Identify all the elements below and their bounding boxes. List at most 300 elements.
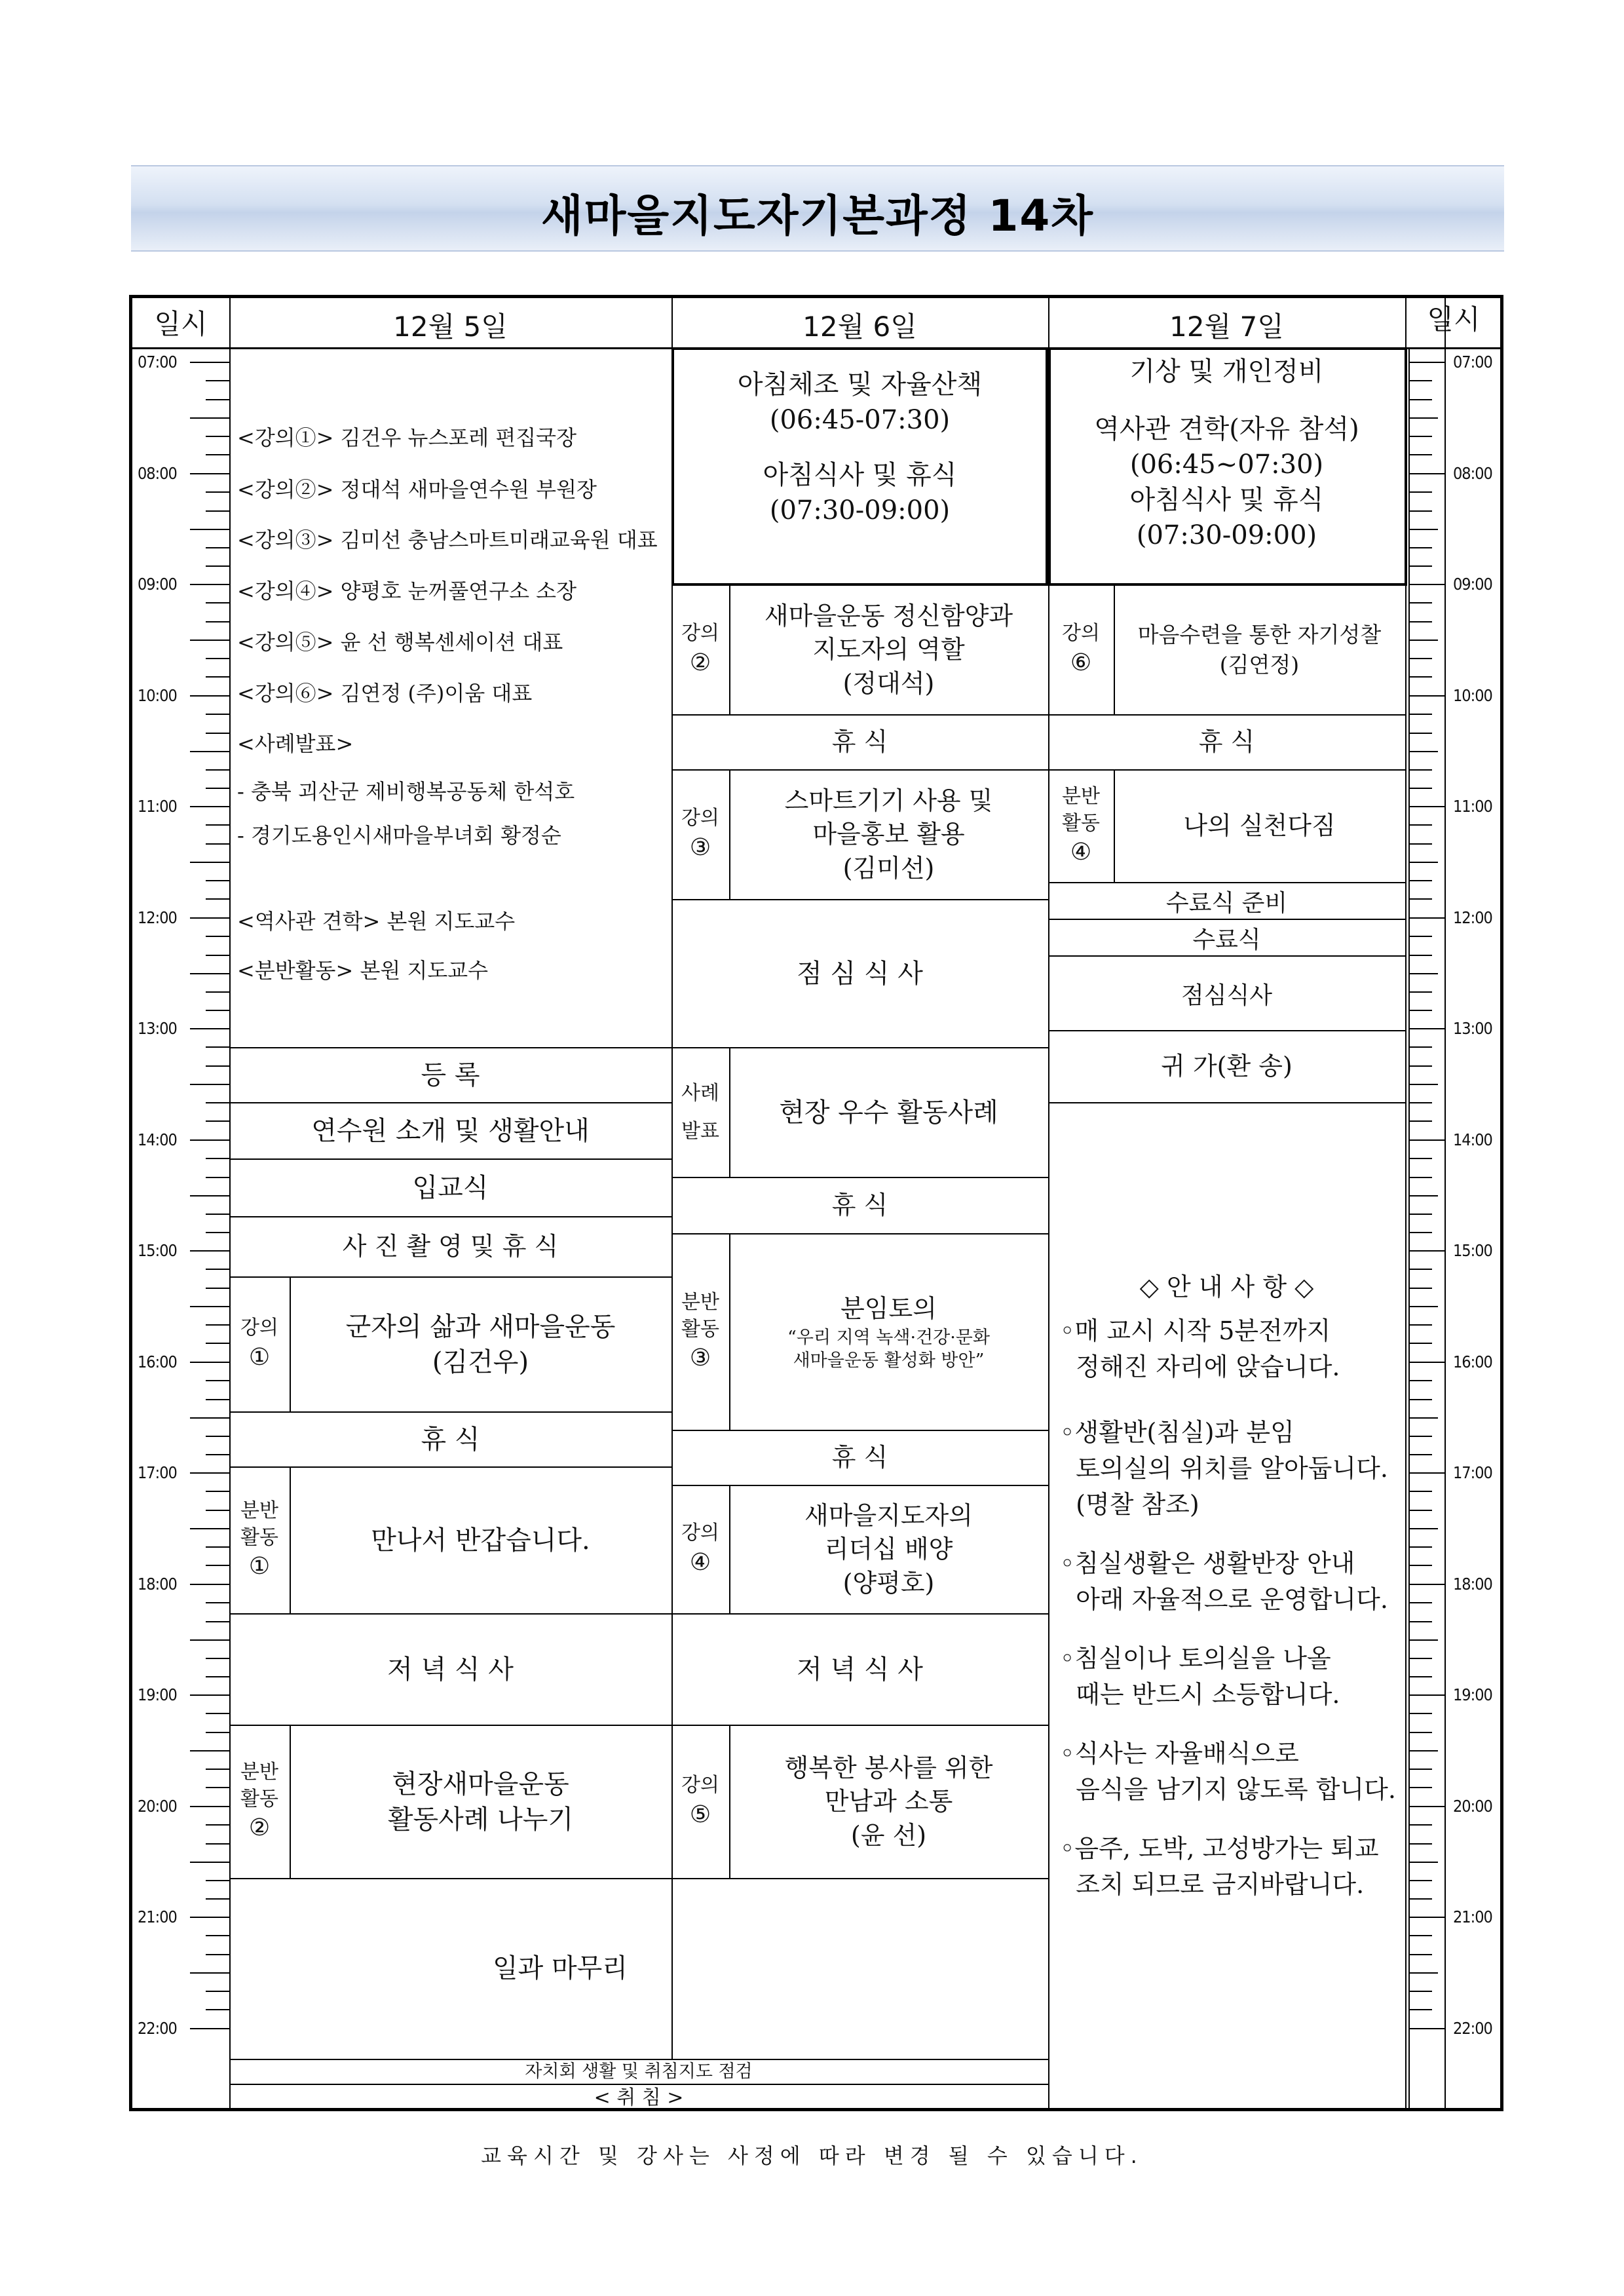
day3-break1: 휴 식 (1198, 727, 1255, 757)
time-label: 14:00 (1453, 1130, 1492, 1149)
time-tick (1408, 436, 1432, 437)
time-tick (206, 1065, 229, 1067)
time-tick (206, 898, 229, 900)
lecture5 (729, 1726, 1048, 1878)
tag-number: ③ (689, 1345, 711, 1372)
time-tick (206, 733, 229, 734)
time-tick (206, 1935, 229, 1936)
group3-subtitle: “우리 지역 녹색·건강·문화 (787, 1327, 990, 1348)
time-tick (206, 399, 229, 400)
time-tick (206, 1102, 229, 1103)
group4-title: 나의 실천다짐 (1183, 811, 1336, 841)
time-tick (190, 1139, 229, 1141)
registration: 등 록 (421, 1060, 480, 1090)
group3-title: 분임토의 (840, 1294, 937, 1324)
time-tick (1408, 1880, 1432, 1881)
time-tick (1408, 1177, 1432, 1178)
time-tick (1408, 1898, 1432, 1900)
day1-break: 휴 식 (421, 1425, 480, 1455)
time-tick (1408, 1602, 1432, 1603)
morning-line: 아침식사 및 휴식 (1129, 485, 1324, 515)
page-title: 새마을지도자기본과정 14차 (540, 191, 1095, 241)
footer-note: 교육시간 및 강사는 사정에 따라 변경 될 수 있습니다. (481, 2143, 1143, 2168)
notice-line: 음식을 남기지 않도록 합니다. (1060, 1775, 1396, 1804)
tag-text: 강의 (681, 622, 719, 645)
time-label: 20:00 (1453, 1797, 1492, 1816)
time-tick (206, 1991, 229, 1992)
morning-line: 아침체조 및 자율산책 (737, 370, 983, 400)
day2-break3: 휴 식 (831, 1443, 888, 1472)
time-tick (206, 658, 229, 659)
time-tick (1408, 991, 1432, 993)
time-tick (190, 862, 229, 863)
time-tick (1408, 862, 1438, 863)
tag-text: 강의 (681, 1521, 719, 1545)
time-label: 11:00 (1453, 797, 1492, 816)
time-tick (206, 1880, 229, 1881)
time-tick (190, 1862, 229, 1863)
row-line (671, 1878, 1048, 1879)
time-tick (1408, 1120, 1432, 1122)
time-tick (206, 1232, 229, 1233)
time-tick (1408, 1269, 1432, 1270)
time-tick (1408, 1510, 1432, 1511)
group2-tag (229, 1726, 290, 1878)
closing-ceremony: 수료식 (1192, 926, 1261, 953)
tag-text: 강의 (240, 1316, 278, 1340)
time-tick (206, 676, 229, 678)
time-tick (1408, 510, 1432, 512)
time-tick (1408, 380, 1432, 381)
lecturer-item: <역사관 견학> 본원 지도교수 (237, 909, 516, 934)
time-label: 10:00 (1453, 686, 1492, 705)
time-tick (1408, 1546, 1432, 1548)
time-tick (1408, 1528, 1438, 1529)
time-tick (1408, 1787, 1432, 1788)
time-tick (206, 1454, 229, 1455)
lecturer-item: <강의⑥> 김연정 (주)이움 대표 (237, 681, 533, 706)
time-tick (206, 1399, 229, 1400)
time-tick (190, 1195, 229, 1196)
lecture2-title: 새마을운동 정신함양과 (764, 602, 1013, 631)
lecture2 (729, 586, 1048, 714)
time-tick (1408, 751, 1438, 752)
lecture4-speaker: (양평호) (842, 1568, 935, 1598)
tag-text: 사례 (681, 1081, 719, 1105)
tag-text: 분반 (240, 1761, 278, 1784)
time-label: 22:00 (138, 2019, 177, 2038)
time-tick (190, 1639, 229, 1641)
time-tick (1408, 733, 1432, 734)
time-label: 09:00 (138, 575, 177, 594)
time-tick (1408, 695, 1445, 697)
time-tick (206, 880, 229, 881)
tag-text: 분반 (1062, 785, 1100, 809)
lecture4 (729, 1486, 1048, 1613)
notice-line: 때는 반드시 소등합니다. (1060, 1680, 1340, 1709)
time-tick (1408, 1658, 1432, 1659)
time-label: 07:00 (138, 353, 177, 372)
time-tick (1408, 1472, 1445, 1474)
tag-text: 분반 (681, 1291, 719, 1314)
lecture5-title: 만남과 소통 (824, 1787, 953, 1816)
notice-line: ◦매 교시 시작 5분전까지 (1060, 1316, 1331, 1345)
morning-line: (07:30-09:00) (1136, 520, 1317, 550)
lecture6-speaker: (김연정) (1219, 652, 1300, 678)
time-tick (1408, 621, 1432, 622)
lecture5-speaker: (윤 선) (850, 1820, 927, 1850)
time-tick (1408, 1954, 1432, 1955)
lecture2-tag (671, 586, 729, 714)
group2-title-line: 현장새마을운동 (392, 1769, 569, 1799)
time-tick (190, 1028, 229, 1029)
notice-line: ◦음주, 도박, 고성방가는 퇴교 (1060, 1834, 1379, 1863)
time-label: 15:00 (138, 1241, 177, 1260)
time-tick (1408, 973, 1438, 974)
time-tick (1408, 955, 1432, 956)
time-tick (190, 473, 229, 474)
time-tick (1408, 1713, 1432, 1714)
time-tick (206, 991, 229, 993)
lecturer-item: <분반활동> 본원 지도교수 (237, 958, 489, 983)
time-tick (1408, 584, 1445, 585)
time-tick (1408, 1732, 1432, 1733)
tag-text: 활동 (240, 1525, 278, 1549)
time-tick (1408, 1935, 1432, 1936)
time-tick (1408, 1454, 1432, 1455)
time-tick (206, 1324, 229, 1326)
time-tick (1408, 1806, 1445, 1807)
lecture3 (729, 771, 1048, 899)
notice-line: 토의실의 위치를 알아둡니다. (1060, 1454, 1388, 1483)
time-tick (1408, 1343, 1432, 1344)
time-label: 19:00 (138, 1685, 177, 1704)
notice-line: ◦생활반(침실)과 분임 (1060, 1418, 1294, 1447)
time-tick (1408, 1046, 1432, 1048)
time-tick (190, 1584, 229, 1585)
time-tick (206, 1158, 229, 1159)
time-tick (190, 806, 229, 807)
title-banner (131, 165, 1504, 252)
tag-text: 강의 (1062, 622, 1100, 645)
time-label: 14:00 (138, 1130, 177, 1149)
time-tick (206, 1954, 229, 1955)
time-label: 10:00 (138, 686, 177, 705)
group2 (290, 1726, 671, 1878)
time-tick (1408, 1436, 1432, 1437)
self-governance-check: 자치회 생활 및 취침지도 점검 (525, 2061, 753, 2082)
time-tick (1408, 1694, 1445, 1696)
time-tick (1408, 806, 1445, 807)
time-tick (190, 640, 229, 641)
time-tick (1408, 1843, 1432, 1845)
time-tick (1408, 1288, 1432, 1289)
time-tick (1408, 1565, 1432, 1566)
time-tick (1408, 1417, 1438, 1419)
lecture3-title: 마을홍보 활용 (812, 820, 965, 849)
col-line (1408, 347, 1410, 2110)
time-tick (1408, 1676, 1432, 1677)
time-tick (1408, 1862, 1438, 1863)
lecture1 (290, 1278, 671, 1411)
time-tick (1408, 1324, 1432, 1326)
time-tick (206, 1676, 229, 1677)
time-tick (206, 1546, 229, 1548)
time-label: 15:00 (1453, 1241, 1492, 1260)
time-tick (190, 695, 229, 697)
tag-number: ② (689, 649, 711, 676)
time-tick (206, 955, 229, 956)
time-label: 07:00 (1453, 353, 1492, 372)
time-tick (1408, 1380, 1432, 1381)
time-tick (206, 1380, 229, 1381)
time-tick (1408, 1991, 1432, 1992)
time-tick (1408, 788, 1432, 789)
tag-number: ⑥ (1070, 649, 1092, 676)
group3 (729, 1234, 1048, 1430)
time-tick (206, 1120, 229, 1122)
group4-tag (1048, 771, 1114, 882)
lights-out: < 취 침 > (594, 2086, 684, 2109)
group3-tag (671, 1234, 729, 1430)
day2-morning (671, 367, 1048, 577)
time-tick (206, 1843, 229, 1845)
tag-text: 활동 (1062, 811, 1100, 835)
time-label: 13:00 (1453, 1019, 1492, 1038)
lecturer-item: - 경기도용인시새마을부녀회 황정순 (237, 823, 561, 848)
tag-number: ⑤ (689, 1801, 711, 1828)
time-tick (206, 510, 229, 512)
time-tick (206, 1177, 229, 1178)
time-tick (206, 1769, 229, 1770)
time-tick (206, 1713, 229, 1714)
time-label: 12:00 (1453, 908, 1492, 927)
notice-heading: ◇ 안 내 사 항 ◇ (1139, 1272, 1314, 1302)
time-tick (206, 824, 229, 826)
time-label: 08:00 (138, 464, 177, 483)
time-tick (206, 1214, 229, 1215)
time-tick (1408, 1139, 1445, 1141)
time-tick (1408, 1621, 1432, 1622)
header-time-right: 일시 (1427, 303, 1481, 335)
tag-number: ④ (1070, 839, 1092, 866)
time-tick (1408, 1158, 1432, 1159)
time-tick (1408, 640, 1438, 641)
time-tick (190, 1084, 229, 1085)
notice-line: (명찰 참조) (1060, 1490, 1199, 1519)
time-tick (1408, 1102, 1432, 1103)
time-label: 18:00 (1453, 1575, 1492, 1594)
time-tick (190, 1972, 229, 1974)
time-tick (1408, 362, 1445, 363)
time-tick (190, 2028, 229, 2029)
time-tick (190, 362, 229, 363)
time-tick (206, 602, 229, 603)
lecturer-item: <강의②> 정대석 새마을연수원 부원장 (237, 477, 597, 502)
group1-title: 만나서 반갑습니다. (371, 1525, 590, 1556)
morning-line: (06:45-07:30) (769, 405, 951, 435)
time-tick (206, 1621, 229, 1622)
tag-number: ② (248, 1814, 271, 1842)
header-day1: 12월 5일 (393, 311, 508, 343)
tag-number: ① (248, 1343, 271, 1371)
time-label: 21:00 (1453, 1907, 1492, 1926)
lecture1-speaker: (김건우) (432, 1347, 529, 1377)
time-tick (1408, 1399, 1432, 1400)
time-tick (1408, 491, 1432, 493)
time-tick (206, 1824, 229, 1826)
time-tick (1408, 417, 1438, 419)
day2-break2: 휴 식 (831, 1191, 888, 1220)
day1-dinner: 저 녁 식 사 (387, 1655, 514, 1685)
group3-subtitle: 새마을운동 활성화 방안” (793, 1350, 985, 1371)
notice-line: 아래 자율적으로 운영합니다. (1060, 1585, 1388, 1614)
lecture2-title: 지도자의 역할 (812, 635, 965, 664)
tag-number: ④ (689, 1548, 711, 1576)
tag-number: ① (248, 1553, 271, 1580)
time-tick (1408, 1010, 1432, 1011)
time-tick (1408, 714, 1432, 715)
time-tick (190, 1750, 229, 1751)
time-tick (190, 1917, 229, 1918)
lecture6-tag (1048, 586, 1114, 714)
time-label: 17:00 (1453, 1463, 1492, 1482)
time-tick (1408, 1917, 1445, 1918)
day2-break1: 휴 식 (831, 727, 888, 757)
time-tick (1408, 1232, 1432, 1233)
time-tick (206, 1288, 229, 1289)
time-tick (1408, 658, 1432, 659)
morning-line: 아침식사 및 휴식 (763, 460, 957, 490)
time-label: 11:00 (138, 797, 177, 816)
lecturer-item: <강의③> 김미선 충남스마트미래교육원 대표 (237, 527, 658, 552)
tag-number: ③ (689, 833, 711, 861)
time-tick (190, 917, 229, 919)
header-time-left: 일시 (154, 308, 208, 340)
time-label: 12:00 (138, 908, 177, 927)
time-tick (206, 2009, 229, 2010)
time-tick (206, 1436, 229, 1437)
time-tick (206, 714, 229, 715)
lecturer-item: <강의⑤> 윤 선 행복센세이션 대표 (237, 630, 563, 655)
day3-morning (1048, 354, 1405, 583)
time-label: 19:00 (1453, 1685, 1492, 1704)
lecture4-title: 리더십 배양 (824, 1535, 953, 1564)
group2-title-line: 활동사례 나누기 (387, 1805, 574, 1835)
time-tick (190, 1362, 229, 1363)
time-tick (190, 1528, 229, 1529)
time-tick (1408, 1250, 1445, 1252)
time-tick (1408, 769, 1432, 771)
time-tick (1408, 2009, 1432, 2010)
time-tick (190, 1806, 229, 1807)
lecture4-tag (671, 1486, 729, 1613)
time-tick (206, 1010, 229, 1011)
notice-line: ◦침실생활은 생활반장 안내 (1060, 1549, 1355, 1578)
time-tick (206, 1491, 229, 1492)
time-tick (206, 788, 229, 789)
time-tick (190, 1417, 229, 1419)
time-label: 18:00 (138, 1575, 177, 1594)
time-tick (1408, 917, 1445, 919)
time-tick (206, 769, 229, 771)
notice-line: 정해진 자리에 앉습니다. (1060, 1352, 1340, 1381)
time-tick (190, 1306, 229, 1307)
time-tick (1408, 529, 1438, 530)
lecture5-title: 행복한 봉사를 위한 (784, 1753, 993, 1783)
time-tick (206, 380, 229, 381)
notice-line: 조치 되므로 금지바랍니다. (1060, 1870, 1365, 1899)
time-label: 22:00 (1453, 2019, 1492, 2038)
time-tick (1408, 1491, 1432, 1492)
time-tick (1408, 936, 1432, 937)
time-tick (190, 1250, 229, 1252)
lecturer-item: <강의④> 양평호 눈꺼풀연구소 소장 (237, 579, 576, 603)
time-tick (1408, 1639, 1438, 1641)
morning-line: (06:45~07:30) (1129, 450, 1324, 480)
time-tick (190, 1472, 229, 1474)
morning-line: (07:30-09:00) (769, 495, 951, 526)
lecture1-title: 군자의 삶과 새마을운동 (345, 1312, 616, 1342)
lecturer-item: <강의①> 김건우 뉴스포레 편집국장 (237, 425, 576, 450)
time-tick (1408, 1972, 1438, 1974)
time-tick (206, 1269, 229, 1270)
time-tick (1408, 399, 1432, 400)
time-tick (1408, 898, 1432, 900)
time-tick (1408, 602, 1432, 603)
time-tick (206, 436, 229, 437)
time-tick (1408, 473, 1445, 474)
time-tick (206, 1510, 229, 1511)
case-presentation: 현장 우수 활동사례 (779, 1098, 998, 1128)
return-home: 귀 가(환 송) (1161, 1052, 1293, 1081)
time-tick (190, 751, 229, 752)
time-tick (206, 1787, 229, 1788)
time-tick (1408, 1028, 1445, 1029)
time-tick (1408, 1065, 1432, 1067)
day2-dinner: 저 녁 식 사 (797, 1655, 923, 1685)
time-tick (206, 843, 229, 845)
time-tick (1408, 1750, 1438, 1751)
time-tick (1408, 1084, 1438, 1085)
time-tick (1408, 824, 1432, 826)
time-tick (1408, 547, 1432, 548)
time-tick (1408, 1214, 1432, 1215)
time-tick (190, 1694, 229, 1696)
time-tick (206, 1343, 229, 1344)
lecturer-item: <사례발표> (237, 731, 354, 756)
time-label: 09:00 (1453, 575, 1492, 594)
lecture6 (1114, 586, 1405, 714)
lecture6-title: 마음수련을 통한 자기성찰 (1137, 621, 1382, 647)
notice-line: ◦침실이나 토의실을 나올 (1060, 1644, 1331, 1673)
time-tick (1408, 1584, 1445, 1585)
time-tick (206, 1602, 229, 1603)
notice-line: ◦식사는 자율배식으로 (1060, 1739, 1299, 1768)
morning-line: 역사관 견학(자유 참석) (1094, 414, 1359, 444)
time-tick (206, 1046, 229, 1048)
row-line (1048, 1102, 1405, 1103)
time-tick (206, 1732, 229, 1733)
time-label: 21:00 (138, 1907, 177, 1926)
time-tick (206, 491, 229, 493)
time-tick (1408, 1195, 1438, 1196)
tag-text: 활동 (240, 1787, 278, 1810)
header-day2: 12월 6일 (803, 311, 917, 343)
closing-prep: 수료식 준비 (1165, 889, 1288, 917)
time-tick (190, 584, 229, 585)
lecture1-tag (229, 1278, 290, 1411)
